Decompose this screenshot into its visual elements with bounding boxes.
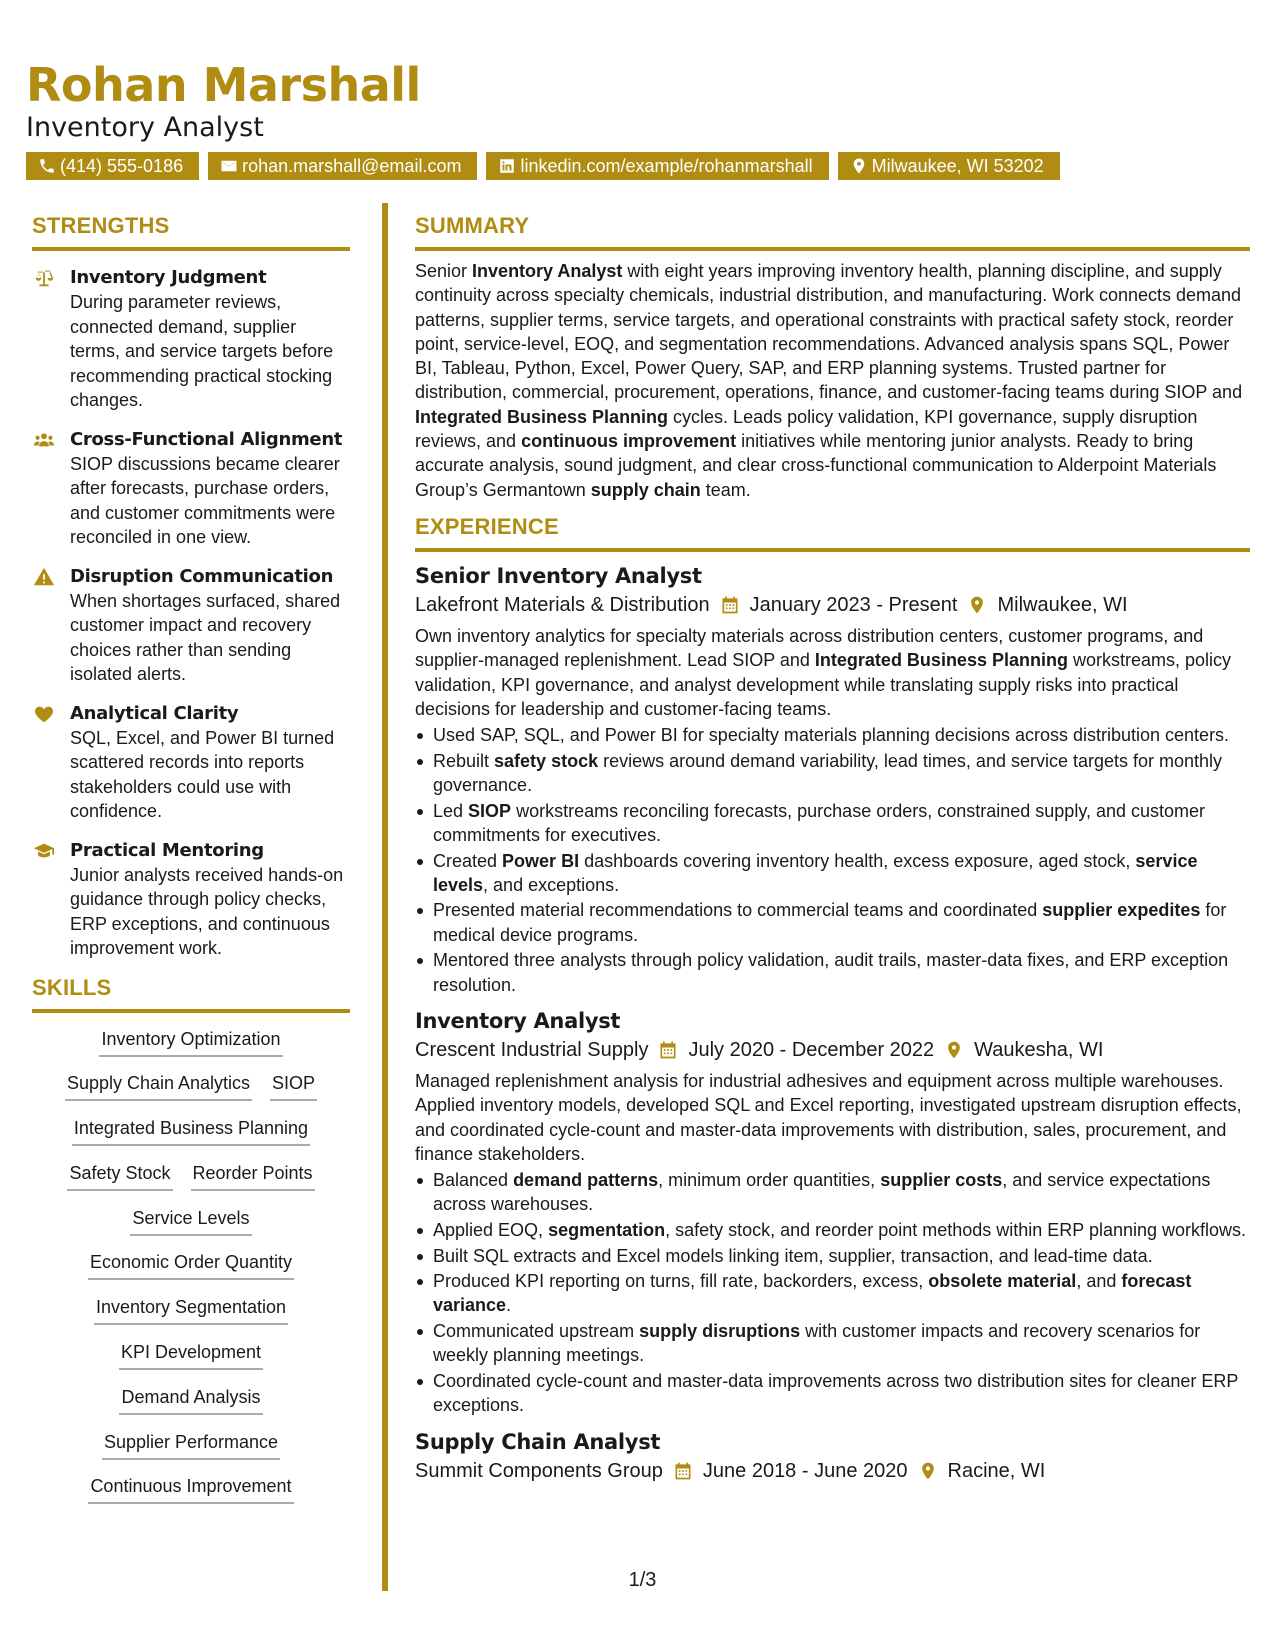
job-entry [415,1428,1250,1486]
page-number [0,1569,1275,1592]
strength-item [32,702,350,824]
page-number-text: 1/3 [628,1569,657,1591]
job-entry [415,562,1250,997]
strengths-heading: STRENGTHS [32,213,350,251]
strength-desc: During parameter reviews, connected demand, supplier terms, and service targets before recommending practical stocking changes. [70,292,334,410]
left-column [32,213,350,1519]
right-column [415,213,1250,1498]
bullet-item: Coordinated cycle-count and master-data improvements across two distribution sites for cleaner ERP exceptions. [415,1369,1250,1418]
contact-phone-text: (414) 555-0186 [60,156,184,176]
map-pin-icon [944,1040,964,1060]
skill-tag: KPI Development [119,1340,263,1370]
skill-row [72,1116,310,1161]
skill-tag: Inventory Segmentation [94,1295,288,1325]
map-pin-icon [850,157,868,175]
column-divider [382,203,388,1591]
graduation-cap-icon [32,840,56,862]
scale-icon [32,267,56,289]
job-meta [415,1456,1250,1486]
skill-row [99,1027,282,1072]
skill-tag: Safety Stock [67,1161,172,1191]
job-title: Inventory Analyst [415,1008,621,1033]
skill-tag: Economic Order Quantity [88,1250,294,1280]
experience-heading: EXPERIENCE [415,514,1250,552]
skills-heading: SKILLS [32,975,350,1013]
skill-row [102,1430,280,1475]
strength-item [32,565,350,687]
linkedin-icon [498,157,516,175]
users-icon [32,429,56,451]
bullet-item: Led SIOP workstreams reconciling forecasts, purchase orders, constrained supply, and customer commitments for executives. [415,799,1250,848]
bullet-item: Balanced demand patterns, minimum order quantities, supplier costs, and service expectations across warehouses. [415,1168,1250,1217]
job-entry [415,1007,1250,1418]
job-title: Senior Inventory Analyst [415,563,702,588]
calendar-icon [720,595,740,615]
job-company: Lakefront Materials & Distribution [415,593,710,616]
warning-icon [32,566,56,588]
skill-tag: Reorder Points [191,1161,315,1191]
skill-row [119,1340,263,1385]
bullet-item: Used SAP, SQL, and Power BI for specialty materials planning decisions across distribution centers. [415,723,1250,747]
job-company: Summit Components Group [415,1459,663,1482]
contact-location [838,152,1060,180]
job-summary: Own inventory analytics for specialty materials across distribution centers, customer programs, and supplier-managed replenishment. Lead SIOP and Integrated Business Planning workstreams, policy validation, KPI governance, and analyst development while translating supply risks into practical decisions for leadership and customer-facing teams. [415,625,1232,719]
job-meta [415,1035,1250,1065]
skills-list [32,1027,350,1520]
job-company: Crescent Industrial Supply [415,1038,649,1061]
skill-row [94,1295,288,1340]
job-dates: June 2018 - June 2020 [702,1459,908,1482]
strength-title: Practical Mentoring [70,839,264,861]
skill-row [88,1250,294,1295]
candidate-name: Rohan Marshall [26,58,421,112]
skill-tag: Integrated Business Planning [72,1116,310,1146]
strength-title: Analytical Clarity [70,702,239,724]
calendar-icon [673,1461,693,1481]
calendar-icon [658,1040,678,1060]
strength-item [32,428,350,550]
bullet-item: Presented material recommendations to commercial teams and coordinated supplier expedites for medical device programs. [415,898,1250,947]
strength-desc: SIOP discussions became clearer after forecasts, purchase orders, and customer commitments were reconciled in one view. [70,453,340,547]
job-summary: Managed replenishment analysis for industrial adhesives and equipment across multiple warehouses. Applied inventory models, developed SQL and Excel reporting, investigated upstream disruption effects, and coordinated cycle-count and master-data improvements with distribution, sales, procurement, and finance stakeholders. [415,1070,1242,1164]
bullet-item: Applied EOQ, segmentation, safety stock, and reorder point methods within ERP planning workflows. [415,1218,1250,1242]
contact-linkedin[interactable] [486,152,828,180]
strength-desc: SQL, Excel, and Power BI turned scattered records into reports stakeholders could use with confidence. [70,727,335,821]
contact-bar [26,152,1060,180]
job-bullets [415,1168,1250,1417]
job-location: Waukesha, WI [974,1038,1104,1061]
contact-email-text: rohan.marshall@email.com [242,156,462,176]
summary-text: Senior Inventory Analyst with eight years improving inventory health, planning discipline, and supply continuity across specialty chemicals, industrial distribution, and manufacturing. Work connects demand patterns, supplier terms, service targets, and operational constraints with practical safety stock, reorder point, service-level, EOQ, and segmentation recommendations. Advanced analysis spans SQL, Power BI, Tableau, Python, Excel, Power Query, SAP, and ERP planning systems. Trusted partner for distribution, commercial, procurement, operations, finance, and customer-facing teams during SIOP and Integrated Business Planning cycles. Leads policy validation, KPI governance, supply disruption reviews, and continuous improvement initiatives while mentoring junior analysts. Ready to bring accurate analysis, sound judgment, and clear cross-functional communication to Alderpoint Materials Group’s Germantown supply chain team. [415,261,1243,500]
skill-tag: Service Levels [130,1206,251,1236]
skill-row [119,1385,262,1430]
skill-row [67,1161,314,1206]
bullet-item: Produced KPI reporting on turns, fill rate, backorders, excess, obsolete material, and forecast variance. [415,1269,1250,1318]
contact-linkedin-text: linkedin.com/example/rohanmarshall [520,156,813,176]
contact-email[interactable] [208,152,477,180]
bullet-item: Mentored three analysts through policy validation, audit trails, master-data fixes, and ERP exception resolution. [415,948,1250,997]
strength-title: Disruption Communication [70,565,334,587]
skill-row [130,1206,251,1251]
strength-title: Inventory Judgment [70,267,267,288]
job-meta [415,590,1250,620]
job-dates: July 2020 - December 2022 [688,1038,935,1061]
skill-tag: Continuous Improvement [88,1474,293,1504]
phone-icon [38,157,56,175]
skill-row [65,1071,317,1116]
skill-tag: SIOP [270,1071,317,1101]
bullet-item: Communicated upstream supply disruptions with customer impacts and recovery scenarios for weekly planning meetings. [415,1319,1250,1368]
job-list [415,562,1250,1486]
job-dates: January 2023 - Present [749,593,958,616]
bullet-item: Created Power BI dashboards covering inventory health, excess exposure, aged stock, service levels, and exceptions. [415,849,1250,898]
experience-section [415,514,1250,1486]
skill-row [88,1474,293,1519]
contact-phone[interactable] [26,152,199,180]
job-location: Racine, WI [947,1459,1046,1482]
job-title: Supply Chain Analyst [415,1429,661,1454]
strength-item [32,839,350,961]
strength-item [32,266,350,413]
job-location: Milwaukee, WI [997,593,1128,616]
skill-tag: Demand Analysis [119,1385,262,1415]
strengths-list [32,266,350,961]
skill-tag: Supplier Performance [102,1430,280,1460]
summary-heading: SUMMARY [415,213,1250,251]
summary-section [415,213,1250,502]
map-pin-icon [967,595,987,615]
bullet-item: Built SQL extracts and Excel models linking item, supplier, transaction, and lead-time data. [415,1244,1250,1268]
skill-tag: Supply Chain Analytics [65,1071,252,1101]
candidate-title: Inventory Analyst [26,112,264,143]
map-pin-icon [918,1461,938,1481]
strength-desc: When shortages surfaced, shared customer impact and recovery choices rather than sending isolated alerts. [70,590,341,684]
strength-title: Cross-Functional Alignment [70,428,343,450]
contact-location-text: Milwaukee, WI 53202 [871,156,1044,176]
bullet-item: Rebuilt safety stock reviews around demand variability, lead times, and service targets for monthly governance. [415,749,1250,798]
job-bullets [415,723,1250,997]
envelope-icon [220,157,238,175]
skill-tag: Inventory Optimization [99,1027,282,1057]
strength-desc: Junior analysts received hands-on guidance through policy checks, ERP exceptions, and continuous improvement work. [70,864,344,958]
heart-icon [32,703,56,725]
